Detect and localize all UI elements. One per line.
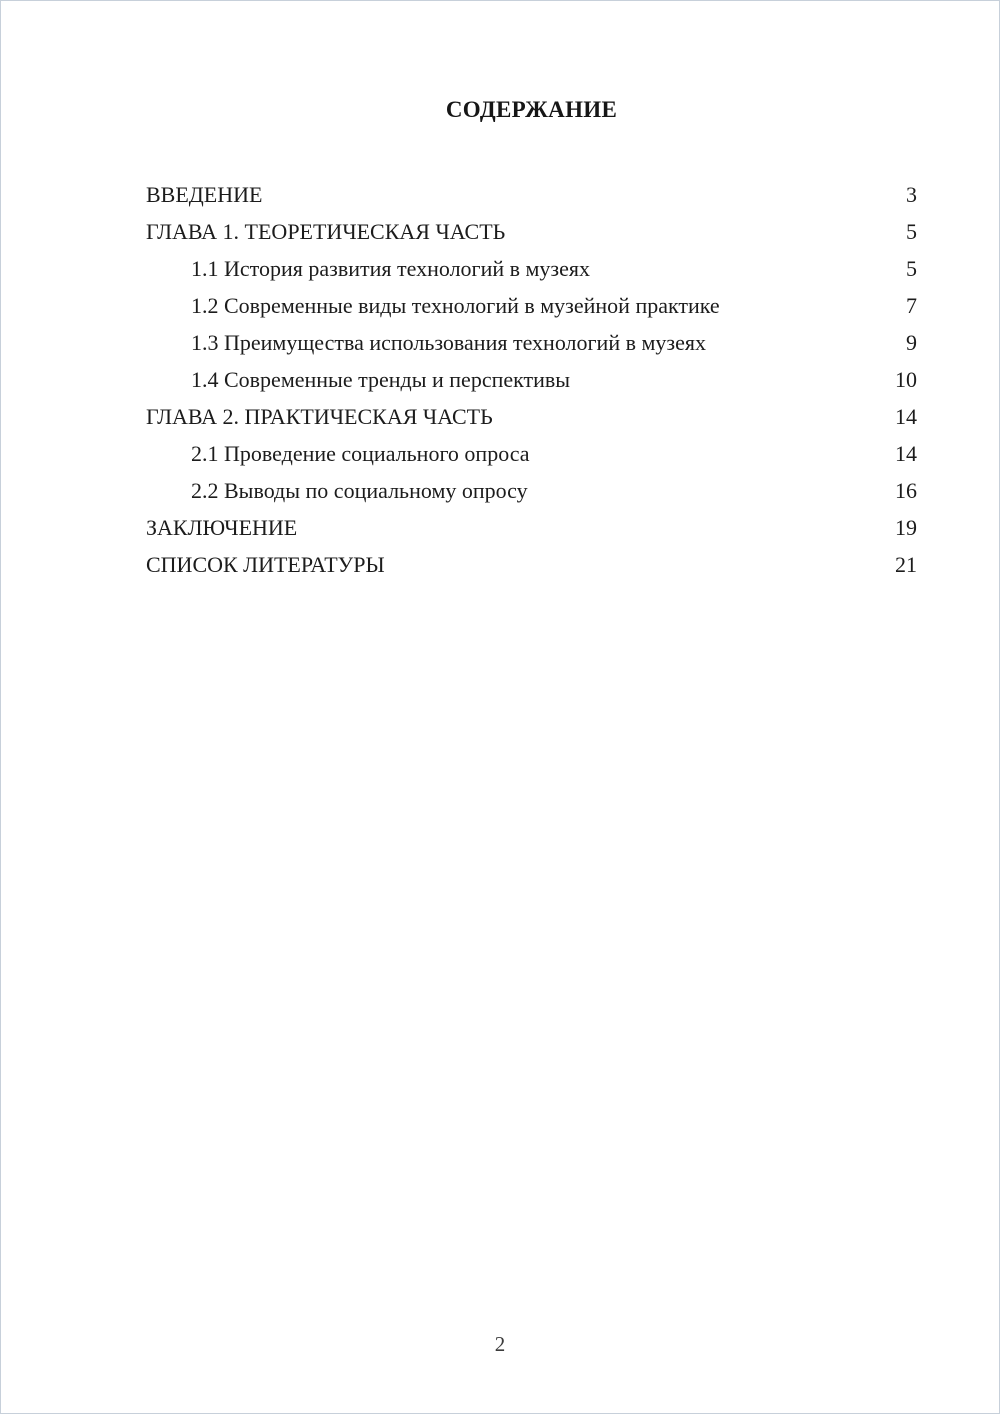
toc-entry — [146, 435, 917, 472]
toc-entry-label: ГЛАВА 1. ТЕОРЕТИЧЕСКАЯ ЧАСТЬ — [146, 219, 506, 244]
toc-entry — [146, 213, 917, 250]
toc-entry-label: 2.1 Проведение социального опроса — [191, 441, 530, 466]
toc-entry-page: 9 — [906, 330, 917, 355]
toc-entry — [146, 361, 917, 398]
table-of-contents — [146, 176, 917, 583]
toc-entry-page: 7 — [906, 293, 917, 318]
toc-entry-label: 1.2 Современные виды технологий в музейной практике — [191, 293, 720, 318]
toc-entry — [146, 250, 917, 287]
toc-entry — [146, 324, 917, 361]
toc-entry — [146, 509, 917, 546]
toc-entry-page: 16 — [895, 478, 917, 503]
toc-entry — [146, 546, 917, 583]
toc-entry-label: ВВЕДЕНИЕ — [146, 182, 263, 207]
toc-entry — [146, 176, 917, 213]
toc-entry-page: 5 — [906, 256, 917, 281]
toc-entry-label: 1.3 Преимущества использования технологий в музеях — [191, 330, 706, 355]
toc-entry-label: 2.2 Выводы по социальному опросу — [191, 478, 528, 503]
toc-entry-label: 1.4 Современные тренды и перспективы — [191, 367, 571, 392]
toc-entry-page: 14 — [895, 441, 917, 466]
toc-entry-label: 1.1 История развития технологий в музеях — [191, 256, 590, 281]
toc-entry-page: 10 — [895, 367, 917, 392]
toc-entry-label: СПИСОК ЛИТЕРАТУРЫ — [146, 552, 385, 577]
toc-entry-page: 3 — [906, 182, 917, 207]
footer-page-number: 2 — [494, 1332, 506, 1356]
toc-entry — [146, 398, 917, 435]
toc-entry-page: 5 — [906, 219, 917, 244]
toc-entry-page: 14 — [895, 404, 917, 429]
toc-entry-label: ЗАКЛЮЧЕНИЕ — [146, 515, 298, 540]
toc-entry-page: 19 — [895, 515, 917, 540]
toc-entry — [146, 472, 917, 509]
toc-entry — [146, 287, 917, 324]
toc-entry-label: ГЛАВА 2. ПРАКТИЧЕСКАЯ ЧАСТЬ — [146, 404, 493, 429]
toc-entry-page: 21 — [895, 552, 917, 577]
page-title: СОДЕРЖАНИЕ — [445, 97, 618, 122]
